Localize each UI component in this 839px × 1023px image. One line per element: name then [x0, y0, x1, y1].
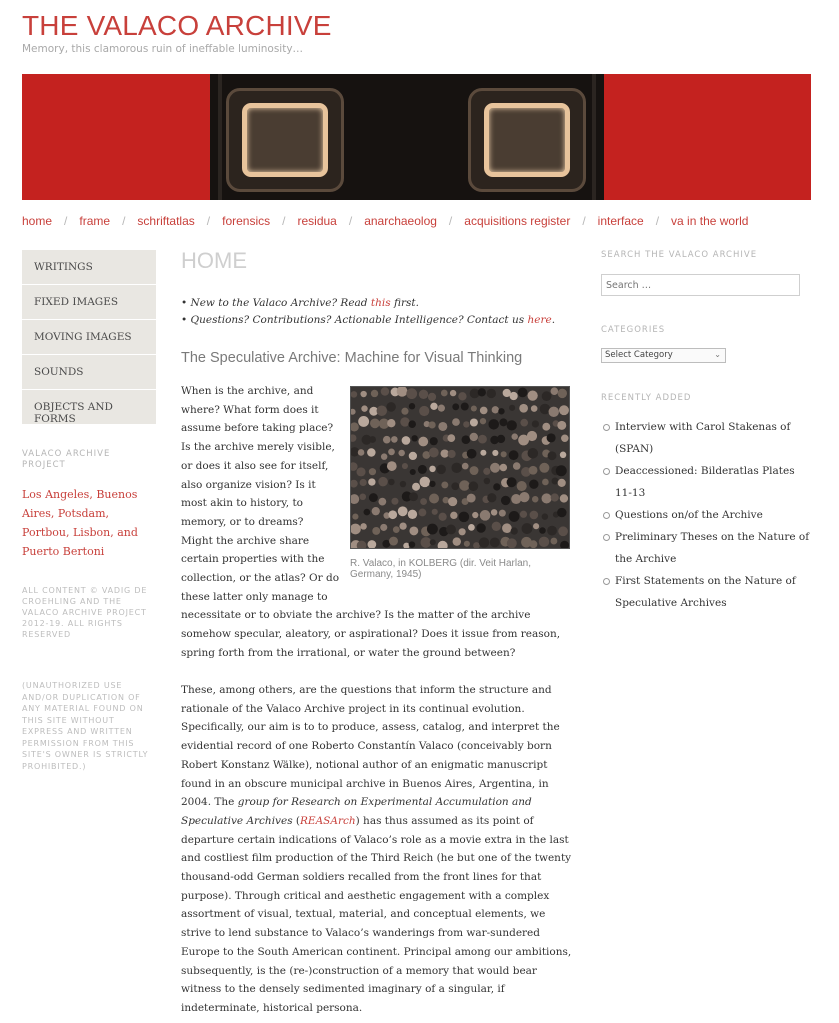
read-this-link[interactable]: this — [370, 297, 391, 309]
recent-post-link[interactable]: Preliminary Theses on the Nature of the Archive — [601, 526, 813, 570]
category-select[interactable]: Select Category ⌄ — [601, 348, 726, 363]
wrapped-lines: When is the archive, and where? What form does it assume before taking place? Is the archive merely visible, or does it also see for itself, also organize vision? Is it most akin to history, to memory, or to dreams? Might the archive share certain properties with the collection, or the atlas? Or do these latter only manage to — [181, 385, 340, 603]
sidebar-item-fixed-images[interactable]: FIXED IMAGES — [22, 285, 156, 319]
sidebar-item-writings[interactable]: WRITINGS — [22, 250, 156, 284]
sidebar-menu — [22, 250, 156, 425]
sidebar-item-objects-and-forms[interactable]: OBJECTS AND FORMS — [22, 390, 156, 424]
nav-item-va-in-the-world[interactable]: va in the world — [671, 214, 749, 228]
main-navigation: home / frame / schriftatlas / forensics / residua / anarchaeolog / acquisitions register / interface / va in the world — [22, 214, 749, 228]
post-paragraph-2: These, among others, are the questions that inform the structure and rationale of the Valaco Archive project in its continual evolution. Specifically, our aim is to to produce, assess, catalog, and interpret the evidential record of one Roberto Constantín Valaco (conceivably born Robert Konstanz Wälke), notional author of an enigmatic manuscript found in an obscure municipal archive in Buenos Aires, Argentina, in 2004. The group for Research on Experimental Accumulation and Speculative Archives (REASArch) has thus assumed as its point of departure certain indications of Valaco’s role as a movie extra in the last and costliest film production of the Third Reich (he but one of the twenty thousand-odd German soldiers recalled from the front lines for that purpose). Through critical and aesthetic engagement with a complex assortment of visual, textual, material, and conceptual elements, we strive to lend substance to Valaco’s wanderings from war-sundered Europe to the South American continent. Principal among our ambitions, subsequently, is the (re-)construction of a memory that would bear witness to the densely sedimented imaginary of a singular, if indeterminate, historical persona. — [181, 684, 572, 1014]
search-input[interactable] — [601, 274, 800, 296]
figure-caption: R. Valaco, in KOLBERG (dir. Veit Harlan, Germany, 1945) — [350, 558, 532, 580]
post-paragraph-1 — [181, 382, 576, 663]
nav-item-residua[interactable]: residua — [297, 214, 337, 228]
recent-post-link[interactable]: Deaccessioned: Bilderatlas Plates 11-13 — [601, 460, 813, 504]
search-widget-title: SEARCH THE VALACO ARCHIVE — [601, 250, 758, 260]
site-title[interactable]: THE VALACO ARCHIVE — [22, 10, 332, 41]
reasarch-link[interactable]: REASArch — [300, 814, 356, 827]
film-strip-graphic — [210, 74, 604, 200]
recent-widget-title: RECENTLY ADDED — [601, 393, 692, 403]
page-title: HOME — [181, 248, 247, 273]
project-locations-link[interactable]: Los Angeles, Buenos Aires, Potsdam, Portbou, Lisbon, and Puerto Bertoni — [22, 488, 138, 558]
site-tagline: Memory, this clamorous ruin of ineffable luminosity… — [22, 43, 304, 55]
intro-line-new: • New to the Valaco Archive? Read this first. — [181, 297, 419, 309]
sidebar-item-moving-images[interactable]: MOVING IMAGES — [22, 320, 156, 354]
usage-warning: (UNAUTHORIZED USE AND/OR DUPLICATION OF ANY MATERIAL FOUND ON THIS SITE WITHOUT EXPRESS AND WRITTEN PERMISSION FROM THIS SITE'S OWNER IS STRICTLY PROHIBITED.) — [22, 681, 149, 771]
contact-here-link[interactable]: here — [527, 314, 552, 326]
recent-posts-list — [601, 416, 813, 614]
nav-item-forensics[interactable]: forensics — [222, 214, 271, 228]
right-sidebar — [601, 250, 811, 260]
film-frame — [468, 88, 586, 192]
recent-post-link[interactable]: First Statements on the Nature of Speculative Archives — [601, 570, 813, 614]
categories-widget-title: CATEGORIES — [601, 325, 666, 335]
nav-item-acquisitions-register[interactable]: acquisitions register — [464, 214, 571, 228]
nav-item-schriftatlas[interactable]: schriftatlas — [137, 214, 195, 228]
nav-item-anarchaeolog[interactable]: anarchaeolog — [364, 214, 437, 228]
header-banner-image — [22, 74, 811, 200]
intro-line-contact: • Questions? Contributions? Actionable Intelligence? Contact us here. — [181, 314, 556, 326]
nav-item-home[interactable]: home — [22, 214, 53, 228]
recent-post-link[interactable]: Questions on/of the Archive — [601, 504, 813, 526]
paragraph-continuation: necessitate or to obviate the archive? Is the matter of the archive somehow specular, aleatory, or aspirational? Does it issue from reason, spring forth from the irrational, or water the ground between? — [181, 609, 561, 659]
project-label: VALACO ARCHIVE PROJECT — [22, 449, 111, 470]
copyright-notice: ALL CONTENT © VADIG DE CROEHLING AND THE VALACO ARCHIVE PROJECT 2012-19. ALL RIGHTS RESERVED — [22, 586, 148, 639]
chevron-down-icon: ⌄ — [714, 350, 721, 359]
post-title[interactable]: The Speculative Archive: Machine for Visual Thinking — [181, 350, 523, 366]
nav-item-interface[interactable]: interface — [597, 214, 644, 228]
main-content — [181, 248, 576, 274]
recent-post-link[interactable]: Interview with Carol Stakenas of (SPAN) — [601, 416, 813, 460]
film-frame — [226, 88, 344, 192]
sidebar-item-sounds[interactable]: SOUNDS — [22, 355, 156, 389]
nav-item-frame[interactable]: frame — [79, 214, 111, 228]
intro-notes — [181, 295, 576, 329]
